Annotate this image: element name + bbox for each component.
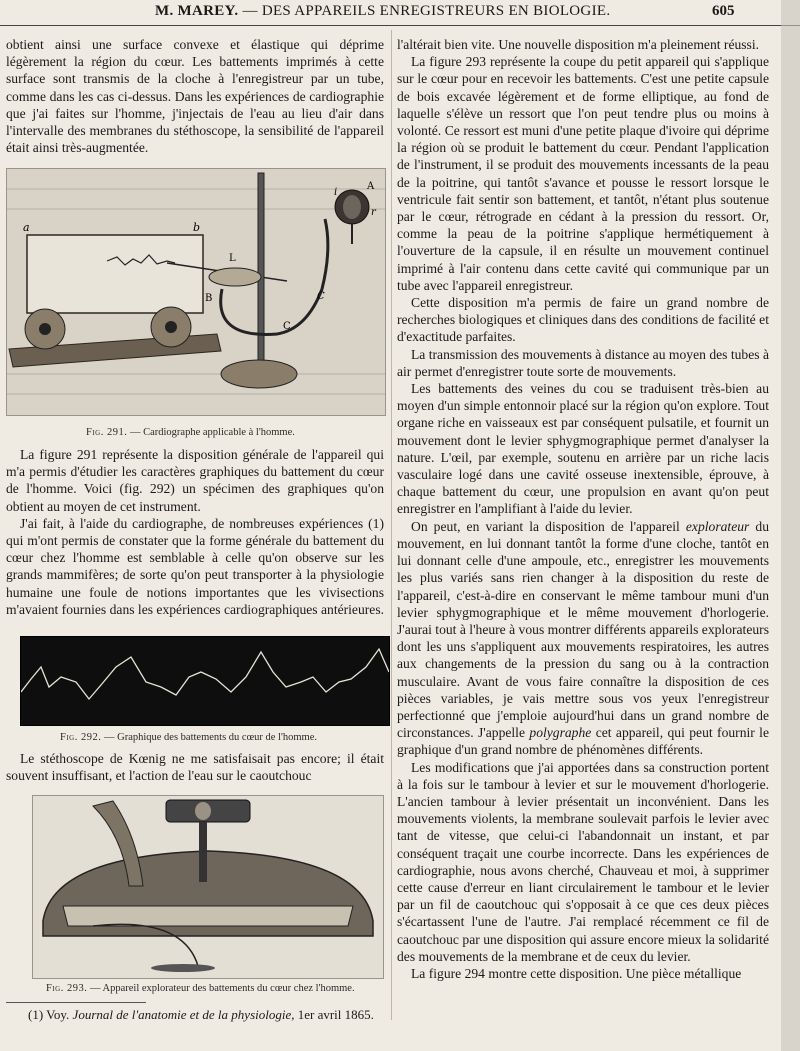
column-divider: [391, 30, 392, 1020]
caption-293-text: — Appareil explorateur des battements du cœur chez l'homme.: [89, 983, 355, 994]
author-name: M. MAREY.: [155, 3, 239, 19]
right-paragraph-6-part-b: du mouvement, en lui donnant tantôt la forme d'une cloche, tantôt en lui donnant celle d'une ampoule, etc., enregistrer les mouvements les plus variés sans rien changer à la disposition du reste de l'appareil, c'est-à-dire en conservant le même tambour muni d'un levier sphygmographique et le même mouvement d'horlogerie. J'aurai tout à l'heure à vous montrer différents appareils explorateurs dont les uns s'appliquent aux mouvements respiratoires, les autres aux changements de la pression du sang ou à la contraction musculaire. Avant de vous faire connaître la disposition de ces pièces variables, je vais mettre sous vos yeux l'enregistreur perfectionné que j'emploie aujourd'hui dans un grand nombre de circonstances. J'appelle: [397, 518, 769, 741]
label-b: b: [193, 221, 201, 234]
label-A: A: [367, 181, 375, 192]
right-column: [397, 36, 769, 982]
right-paragraph-6-part-a: On peut, en variant la disposition de l'appareil: [411, 518, 686, 534]
right-paragraph-6-em-explorateur: explorateur: [685, 518, 750, 534]
footnote-journal: Journal de l'anatomie et de la physiologie,: [72, 1007, 295, 1022]
caption-292-label: Fig. 292.: [60, 732, 102, 743]
header-rule: [0, 25, 800, 26]
right-paragraph-5: Les battements des veines du cou se traduisent très-bien au moyen d'un simple entonnoir placé sur la région qu'on explore. Tout organe riche en vaisseaux est par conséquent pulsatile, et fournit un mouvement dont le levier sphygmographique permet d'analyser la nature. L'œil, par exemple, soutenu en arrière par un riche lacis vasculaire logé dans une cavité osseuse inextensible, éprouve, à chaque battement du cœur, une propulsion en avant qu'on peut enregistrer en l'amplifiant à l'aide du levier.: [397, 381, 769, 517]
caption-291-label: Fig. 291.: [86, 427, 128, 438]
left-column-lower: [6, 750, 384, 784]
page-number: 605: [712, 3, 735, 19]
right-paragraph-7: Les modifications que j'ai apportées dans sa construction portent à la fois sur le tambour à levier et sur le mouvement d'horlogerie. L'ancien tambour à levier présentait un inconvénient. Dans les mouvements violents, la membrane soulevait parfois le levier avec tant de vitesse, que celui-ci l'abandonnait un instant, et par conséquent traçait une courbe incorrecte. Dans les expériences de cardiographie, nous avons cherché, Chauveau et moi, à supprimer cette cause d'erreur en liant circulairement le tambour et le levier par un fil de caoutchouc qui s'opposait à ce que ces deux pièces s'écartassent l'une de l'autre. J'ai remplacé récemment ce fil de caoutchouc par une disposition qui assure encore mieux la solidarité des mouvements de la membrane et de ceux du levier.: [397, 759, 769, 964]
right-paragraph-2: La figure 293 représente la coupe du petit appareil qui s'applique sur le cœur pour en recevoir les battements. C'est une petite capsule de bois excavée légèrement et de forme elliptique, au fond de laquelle s'élève un ressort que l'on peut tendre plus ou moins à volonté. Ce ressort est muni d'une petite plaque d'ivoire qui déprime la région où se produit le battement du cœur. Pendant l'application de l'instrument, il se produit des mouvements incessants de la peau de la poitrine, qui tantôt s'avance et pousse le ressort lorsque le ventricule fait sentir son battement, et tantôt, n'étant plus soutenue par le cœur, rétrograde en cédant à la pression du ressort. Or, comme la peau de la poitrine s'applique hermétiquement à l'ouverture de la capsule, il en résulte un mouvement continuel imprimé à l'air contenu dans cette cavité qui communique par un tube avec l'appareil enregistreur.: [397, 54, 769, 293]
left-column-middle: [6, 446, 384, 618]
caption-292: [60, 732, 317, 743]
label-c: C: [317, 291, 325, 302]
right-paragraph-3: Cette disposition m'a permis de faire un grand nombre de recherches biologiques et cliniques dans des conditions de facilité et d'exactitude parfaites.: [397, 295, 769, 345]
page-edge-shadow: [781, 0, 800, 1051]
right-paragraph-6: [397, 518, 769, 759]
caption-291: [86, 427, 295, 438]
left-column-top: [6, 36, 384, 156]
footnote: [28, 1007, 388, 1023]
left-paragraph-1: obtient ainsi une surface convexe et élastique qui déprime légèrement la région du cœur. Les battements imprimés à cette surface sont transmis de la cloche à l'enregistreur par un tube, comme dans les cas ci-dessus. Dans les expériences de cardiographie que j'ai faites sur l'homme, j'injectais de l'eau au lieu d'air dans l'intervalle des membranes du stéthoscope, la sensibilité de l'appareil était ainsi très-augmentée.: [6, 37, 384, 156]
cardiograph-illustration: [7, 169, 385, 415]
right-paragraph-6-part-c: cet appareil, qui peut fournir le graphique d'un grand nombre de phénomènes différents.: [397, 725, 769, 758]
page-header: [0, 0, 800, 24]
figure-292: [20, 636, 390, 726]
right-paragraph-6-em-polygraphe: polygraphe: [529, 725, 592, 741]
book-title: — DES APPAREILS ENREGISTREURS EN BIOLOGIE.: [242, 3, 611, 19]
left-paragraph-2: La figure 291 représente la disposition générale de l'appareil qui m'a permis d'étudier les caractères graphiques du battement du cœur de l'homme. Voici (fig. 292) un spécimen des graphiques qu'on obtient au moyen de cet instrument.: [6, 447, 384, 514]
left-paragraph-3: J'ai fait, à l'aide du cardiographe, de nombreuses expériences (1) qui m'ont permis de constater que la forme générale du battement du cœur chez l'homme est semblable à celle qu'on observe sur les grands mammifères; de sorte qu'on peut transporter à la physiologie humaine une foule de notions importantes que les vivisections m'avaient fournies dans les expériences cardiographiques antérieures.: [6, 515, 385, 617]
label-i: i: [334, 187, 338, 198]
caption-293-label: Fig. 293.: [46, 983, 88, 994]
right-paragraph-8: La figure 294 montre cette disposition. Une pièce métallique: [411, 965, 742, 981]
running-title: [155, 3, 610, 20]
label-a: a: [23, 221, 30, 234]
left-paragraph-4: Le stéthoscope de Kœnig ne me satisfaisait pas encore; il était souvent insuffisant, et l'action de l'eau sur le caoutchouc: [6, 751, 384, 784]
caption-293: [46, 983, 355, 994]
label-L: L: [229, 253, 236, 264]
right-paragraph-1: l'altérait bien vite. Une nouvelle disposition m'a pleinement réussi.: [397, 37, 760, 52]
footnote-date: 1er avril 1865.: [297, 1007, 374, 1022]
footnote-marker: (1) Voy.: [28, 1007, 70, 1022]
right-paragraph-4: La transmission des mouvements à distance au moyen des tubes à air permet d'enregistrer toute sorte de mouvements.: [397, 346, 769, 379]
label-r: r: [371, 207, 376, 218]
figure-293: [32, 795, 384, 979]
exploring-apparatus-illustration: [33, 796, 383, 978]
caption-291-text: — Cardiographe applicable à l'homme.: [129, 427, 295, 438]
figure-291: [6, 168, 386, 416]
footnote-rule: [6, 1002, 146, 1003]
label-C: C: [283, 321, 291, 332]
label-B: B: [205, 293, 213, 304]
heartbeat-graph: [21, 637, 389, 725]
caption-292-text: — Graphique des battements du cœur de l'homme.: [103, 732, 317, 743]
